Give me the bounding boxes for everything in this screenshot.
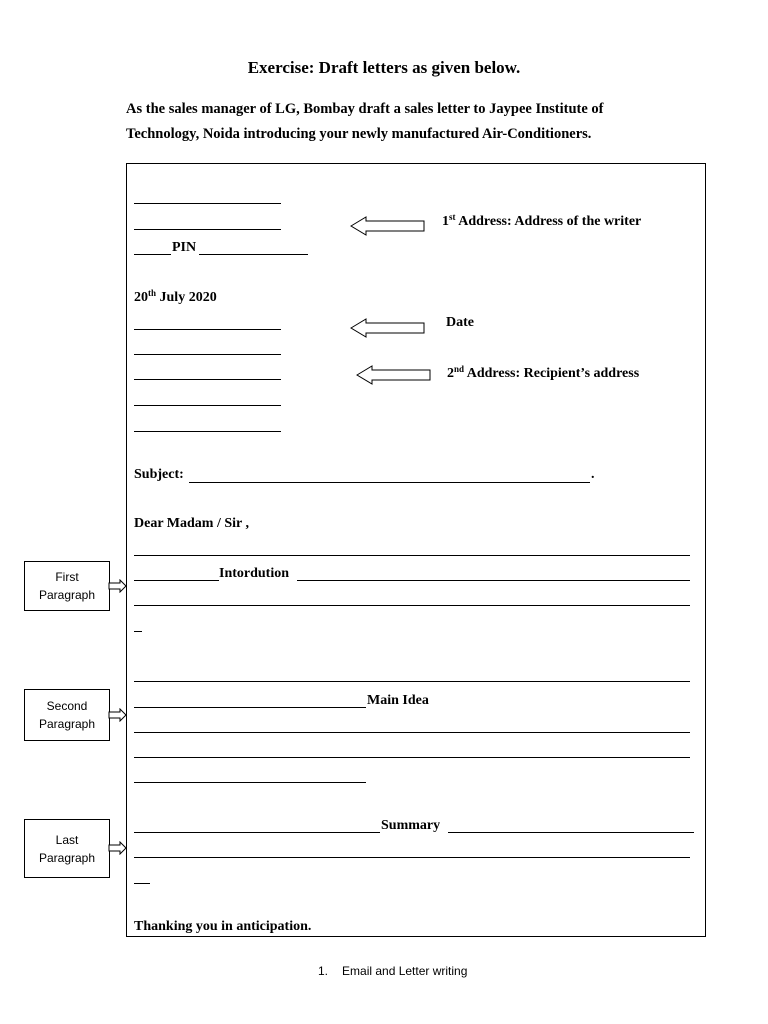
writer-address-line-2: [134, 229, 281, 230]
first-paragraph-label: [24, 561, 110, 611]
salutation: Dear Madam / Sir ,: [134, 516, 249, 531]
second-paragraph-line-5: [134, 782, 366, 783]
first-paragraph-line-1: [134, 555, 690, 556]
second-address-annotation: [447, 366, 639, 382]
left-arrow-icon: [350, 318, 426, 338]
first-address-text: Address: Address of the writer: [455, 214, 642, 229]
second-address-text: Address: Recipient’s address: [464, 366, 640, 381]
second-address-ordinal: 2: [447, 366, 454, 381]
date-annotation: Date: [446, 315, 474, 330]
subject-label: Subject:: [134, 467, 184, 482]
footer-number: 1.: [318, 964, 329, 978]
right-arrow-icon: [108, 841, 128, 855]
date-day: 20: [134, 290, 148, 305]
first-address-ordinal: 1: [442, 214, 449, 229]
first-paragraph-line-2b: [297, 580, 690, 581]
date-rest: July 2020: [156, 290, 217, 305]
second-label-line-1: Second: [46, 699, 88, 713]
last-label-line-2: Paragraph: [38, 850, 96, 865]
left-arrow-icon: [350, 216, 426, 236]
instructions-line-2: Technology, Noida introducing your newly manufactured Air-Conditioners.: [126, 126, 592, 142]
last-paragraph-line-2: [134, 857, 690, 858]
date-suffix: th: [148, 288, 157, 298]
intro-label: Intordution: [219, 566, 290, 581]
last-paragraph-line-1a: [134, 832, 380, 833]
last-paragraph-line-3: [134, 883, 150, 884]
second-paragraph-line-2: [134, 707, 366, 708]
writer-address-line-1: [134, 203, 281, 204]
second-paragraph-line-3: [134, 732, 690, 733]
last-label-line-1: Last: [55, 832, 79, 847]
second-paragraph-label: [24, 689, 110, 741]
last-paragraph-label: [24, 819, 110, 878]
first-address-annotation: [442, 214, 641, 230]
second-paragraph-line-1: [134, 681, 690, 682]
second-address-suffix: nd: [454, 364, 465, 374]
recipient-line-2: [134, 354, 281, 355]
first-label-line-1: First: [55, 570, 79, 584]
main-idea-label: Main Idea: [367, 693, 429, 708]
second-paragraph-line-4: [134, 757, 690, 758]
letter-date: [134, 290, 217, 306]
first-paragraph-line-3: [134, 605, 690, 606]
footer-text: Email and Letter writing: [342, 964, 468, 978]
subject-line: [189, 482, 590, 483]
footer-list-item: [318, 964, 467, 978]
second-label-line-2: Paragraph: [38, 717, 96, 731]
pin-line: [199, 254, 308, 255]
exercise-instructions: [126, 97, 686, 147]
first-paragraph-line-2a: [134, 580, 219, 581]
recipient-line-3: [134, 379, 281, 380]
summary-label: Summary: [381, 818, 441, 833]
subject-end-mark: .: [591, 467, 595, 482]
pin-prefix-line: [134, 254, 171, 255]
recipient-line-1: [134, 329, 281, 330]
recipient-line-5: [134, 431, 281, 432]
last-paragraph-line-1b: [448, 832, 694, 833]
recipient-line-4: [134, 405, 281, 406]
right-arrow-icon: [108, 708, 128, 722]
page-title: Exercise: Draft letters as given below.: [247, 58, 521, 77]
first-paragraph-line-4: [134, 631, 142, 632]
left-arrow-icon: [356, 365, 432, 385]
right-arrow-icon: [108, 579, 128, 593]
first-address-suffix: st: [449, 212, 456, 222]
closing-line: Thanking you in anticipation.: [134, 919, 312, 934]
pin-label: PIN: [172, 240, 197, 255]
instructions-line-1: As the sales manager of LG, Bombay draft a sales letter to Jaypee Institute of: [126, 101, 604, 117]
first-label-line-2: Paragraph: [38, 588, 96, 602]
